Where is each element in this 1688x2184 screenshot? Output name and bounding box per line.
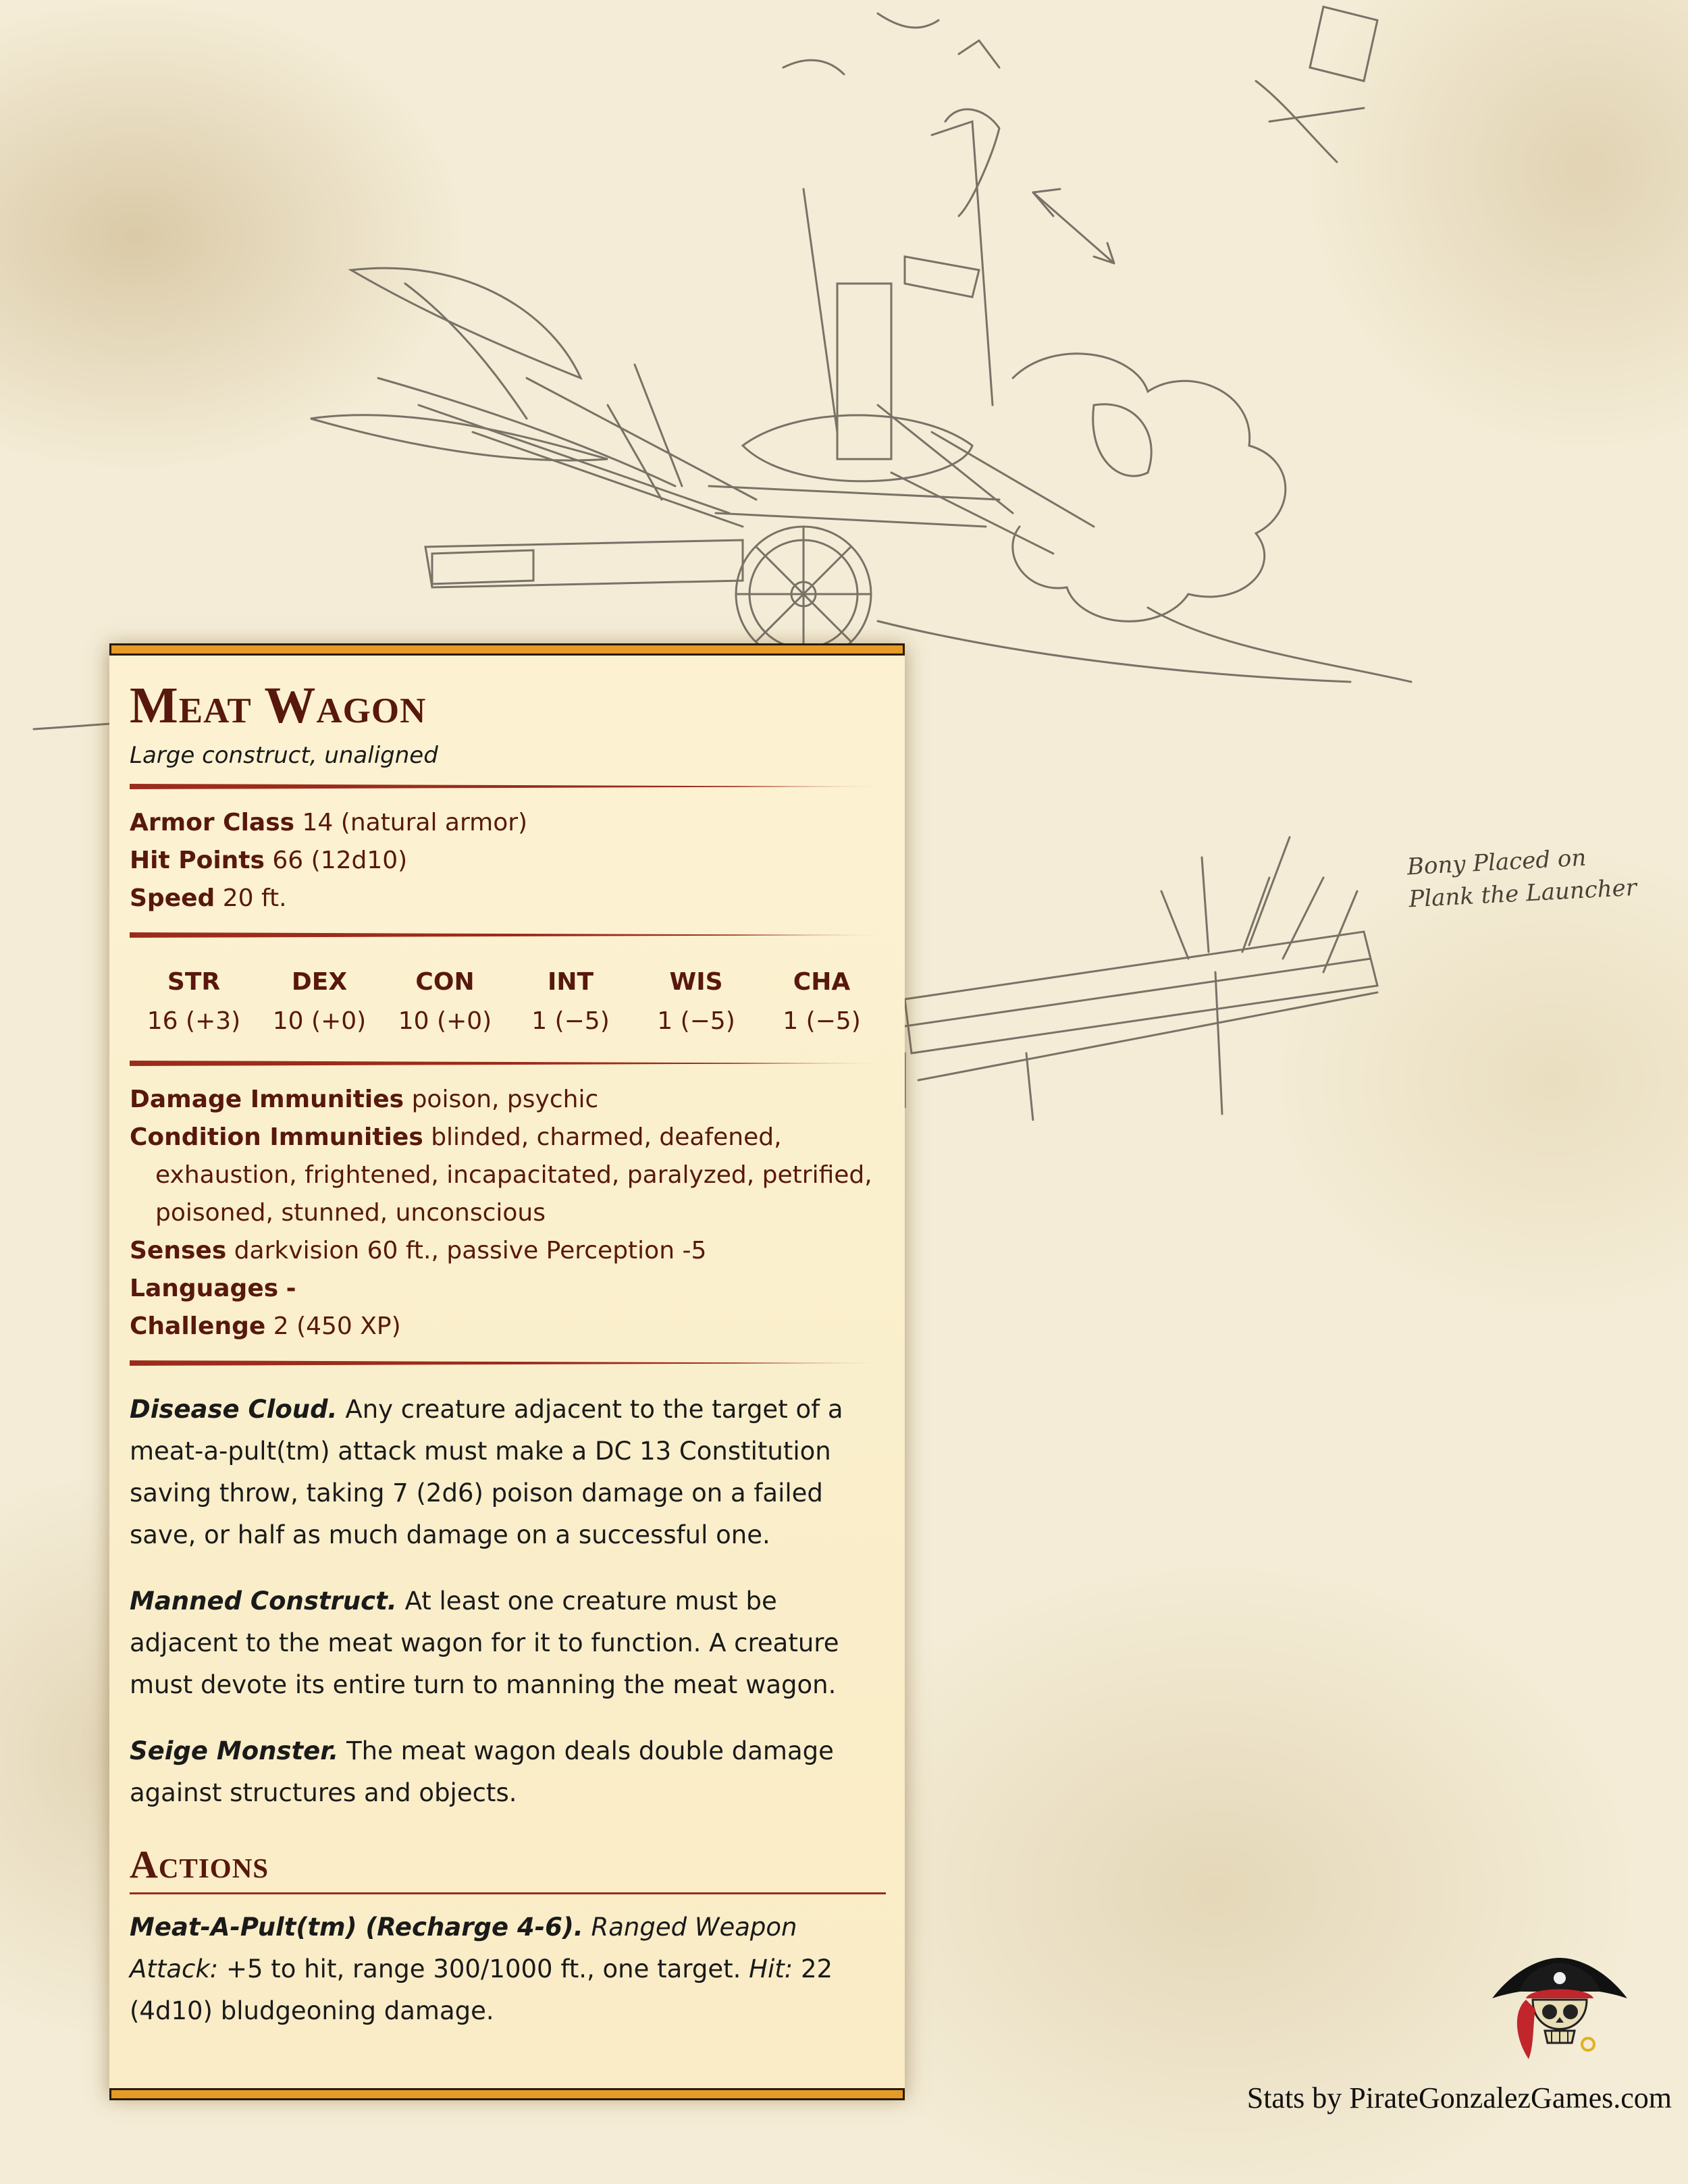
trait-name: Manned Construct. [130,1587,397,1616]
action-meat-a-pult [130,1907,886,2032]
stat-block [109,646,905,2098]
action-name: Meat-A-Pult(tm) (Recharge 4-6). [130,1913,583,1942]
damage-immunities-value: poison, psychic [411,1086,599,1113]
ability-name: DEX [291,968,348,996]
ability-str [136,963,251,1042]
action-attack-type: Ranged Weapon Attack: [130,1913,797,1983]
languages [130,1270,886,1308]
senses-value: darkvision 60 ft., passive Perception -5 [234,1237,707,1264]
challenge [130,1308,886,1346]
section-divider [130,1061,886,1066]
stat-block-bottom-bar [109,2088,905,2100]
ability-name: CHA [793,968,851,996]
languages-value: - [286,1275,296,1302]
ability-value: 1 (−5) [783,1007,861,1035]
footer-credit: Stats by PirateGonzalezGames.com [1246,2081,1672,2114]
ability-value: 10 (+0) [398,1007,492,1035]
ability-name: WIS [669,968,723,996]
ability-value: 16 (+3) [147,1007,241,1035]
ability-value: 1 (−5) [657,1007,735,1035]
hit-points-value: 66 (12d10) [272,847,408,874]
ability-wis [639,963,754,1042]
monster-type: Large construct, unaligned [130,742,438,769]
ability-scores [130,953,886,1046]
languages-label: Languages [130,1275,279,1302]
ability-value: 10 (+0) [272,1007,367,1035]
note-line-1: Bony Placed on [1406,844,1587,881]
condition-immunities [130,1119,886,1232]
condition-immunities-value: blinded, charmed, deafened, exhaustion, frightened, incapacitated, paralyzed, petrified, poisoned, stunned, unconscious [155,1123,872,1227]
trait-manned-construct [130,1580,886,1706]
section-divider [130,1360,886,1366]
action-hit-label: Hit: [749,1954,793,1983]
hit-points-label: Hit Points [130,847,265,874]
speed-value: 20 ft. [222,884,287,912]
stat-block-top-bar [109,643,905,656]
trait-text: Any creature adjacent to the target of a meat-a-pult(tm) attack must make a DC 13 Constitution saving throw, taking 7 (2d6) poison damage on a failed save, or half as much damage on a successful one. [130,1395,843,1549]
challenge-value: 2 (450 XP) [273,1312,401,1340]
condition-immunities-label: Condition Immunities [130,1123,423,1151]
senses [130,1232,886,1270]
trait-name: Seige Monster. [130,1736,339,1765]
action-attack-text: +5 to hit, range 300/1000 ft., one target. [226,1954,741,1983]
armor-class [130,804,886,842]
challenge-label: Challenge [130,1312,266,1340]
damage-immunities [130,1081,886,1119]
armor-class-label: Armor Class [130,809,295,836]
monster-name: Meat Wagon [130,677,427,734]
actions-heading: Actions [130,1841,886,1894]
ability-name: INT [547,968,594,996]
note-line-2: Plank the Launcher [1408,874,1637,913]
trait-name: Disease Cloud. [130,1395,338,1424]
section-divider [130,932,886,938]
trait-seige-monster [130,1730,886,1814]
speed [130,880,886,917]
hit-points [130,842,886,880]
action-hit-text: 22 (4d10) bludgeoning damage. [130,1954,833,2025]
pirate-skull-logo [1485,1944,1634,2066]
ability-value: 1 (−5) [531,1007,610,1035]
ability-name: STR [167,968,221,996]
ability-dex [262,963,377,1042]
damage-immunities-label: Damage Immunities [130,1086,404,1113]
trait-text: The meat wagon deals double damage against structures and objects. [130,1736,834,1807]
ability-name: CON [415,968,475,996]
trait-disease-cloud [130,1389,886,1556]
section-divider [130,784,886,789]
trait-text: At least one creature must be adjacent to the meat wagon for it to function. A creature must devote its entire turn to manning the meat wagon. [130,1587,839,1699]
stat-block-content [130,678,886,2056]
armor-class-value: 14 (natural armor) [302,809,528,836]
ability-con [388,963,502,1042]
speed-label: Speed [130,884,215,912]
ability-int [513,963,628,1042]
senses-label: Senses [130,1237,227,1264]
ability-cha [764,963,879,1042]
